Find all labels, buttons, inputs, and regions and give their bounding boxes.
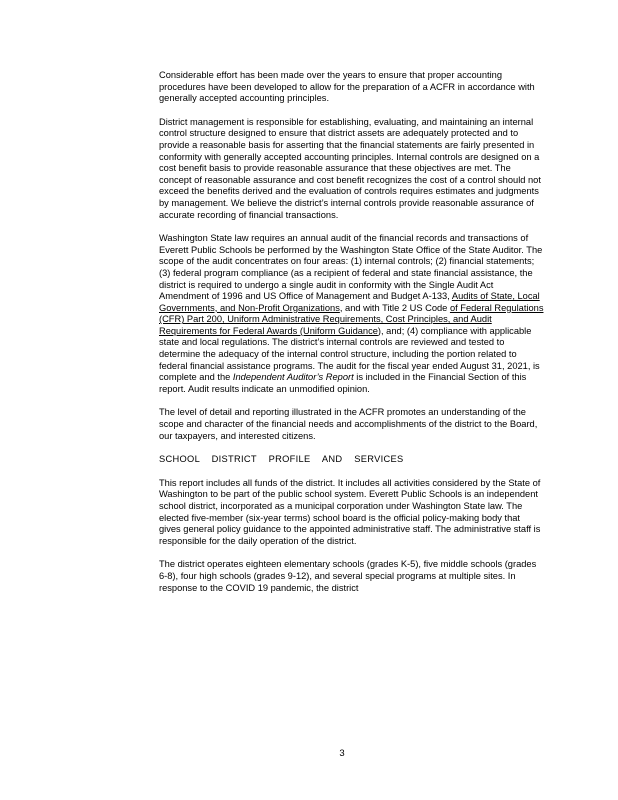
audit-text-part-1: Washington State law requires an annual audit of the financial records and transactions of Everett Public Schools be performed by the Washington State Office of the State Auditor. The scope of the audit concentrates on four areas: (1) internal controls; (2) financial statements; (3) federal program compliance (as a recipient of federal and state financial assistance, the district is required to undergo a single audit in conformity with the Single Audit Act Amendment of 1996 and US Office of Management and Budget A-133, (159, 233, 543, 302)
cfr-part-200-reference: of Federal Regulations (CFR) Part 200, Uniform Administrative Requirements, Cost Principles, and Audit Requirements for Federal Awards (Uniform Guidance (159, 302, 544, 336)
paragraph-reporting-detail: The level of detail and reporting illustrated in the ACFR promotes an understanding of the scope and character of the financial needs and accomplishments of the district to the Board, our taxpayers, and interested citizens. (159, 407, 538, 441)
page-body (159, 70, 544, 606)
audit-text-part-4: is included in the Financial Section of this report. Audit results indicate an unmodified opinion. (159, 372, 527, 394)
page-number: 3 (339, 748, 345, 759)
paragraph-accounting-procedures: Considerable effort has been made over the years to ensure that proper accounting procedures have been developed to allow for the preparation of a ACFR in accordance with generally accepted accounting principles. (159, 70, 535, 104)
paragraph-report-scope: This report includes all funds of the district. It includes all activities considered by the State of Washington to be part of the public school system. Everett Public Schools is an independent school district, incorporated as a municipal corporation under Washington State law. The elected five-member (six-year terms) school board is the official policy-making body that gives general policy guidance to the appointed administrative staff. The administrative staff is responsible for the daily operation of the district. (159, 477, 541, 546)
independent-auditors-report-title: Independent Auditor’s Report (232, 372, 354, 383)
audits-of-state-reference: Audits of State, Local Governments, and Non-Profit Organizations (159, 291, 540, 313)
audit-text-part-2: , and with Title 2 US Code (339, 302, 450, 313)
paragraph-state-audit (159, 233, 544, 395)
section-heading-district-profile: SCHOOL DISTRICT PROFILE AND SERVICES (159, 454, 404, 465)
paragraph-district-schools: The district operates eighteen elementary schools (grades K-5), five middle schools (grades 6-8), four high schools (grades 9-12), and several special programs at multiple sites. In response to the COVID 19 pandemic, the district (159, 559, 537, 593)
paragraph-internal-controls: District management is responsible for establishing, evaluating, and maintaining an internal control structure designed to ensure that district assets are adequately protected and to provide a reasonable basis for asserting that the financial statements are fairly presented in conformity with generally accepted accounting principles. Internal controls are designed on a cost benefit basis to provide reasonable assurance that these objectives are met. The concept of reasonable assurance and cost benefit recognizes the cost of a control should not exceed the benefits derived and the evaluation of controls requires estimates and judgments by management. We believe the district’s internal controls provide reasonable assurance of accurate recording of financial transactions. (159, 116, 541, 220)
audit-text-part-3: ), and; (4) compliance with applicable state and local regulations. The district’s internal controls are reviewed and tested to determine the adequacy of the internal control structure, including the portion related to federal financial assistance programs. The audit for the fiscal year ended August 31, 2021, is complete and the (159, 325, 540, 383)
